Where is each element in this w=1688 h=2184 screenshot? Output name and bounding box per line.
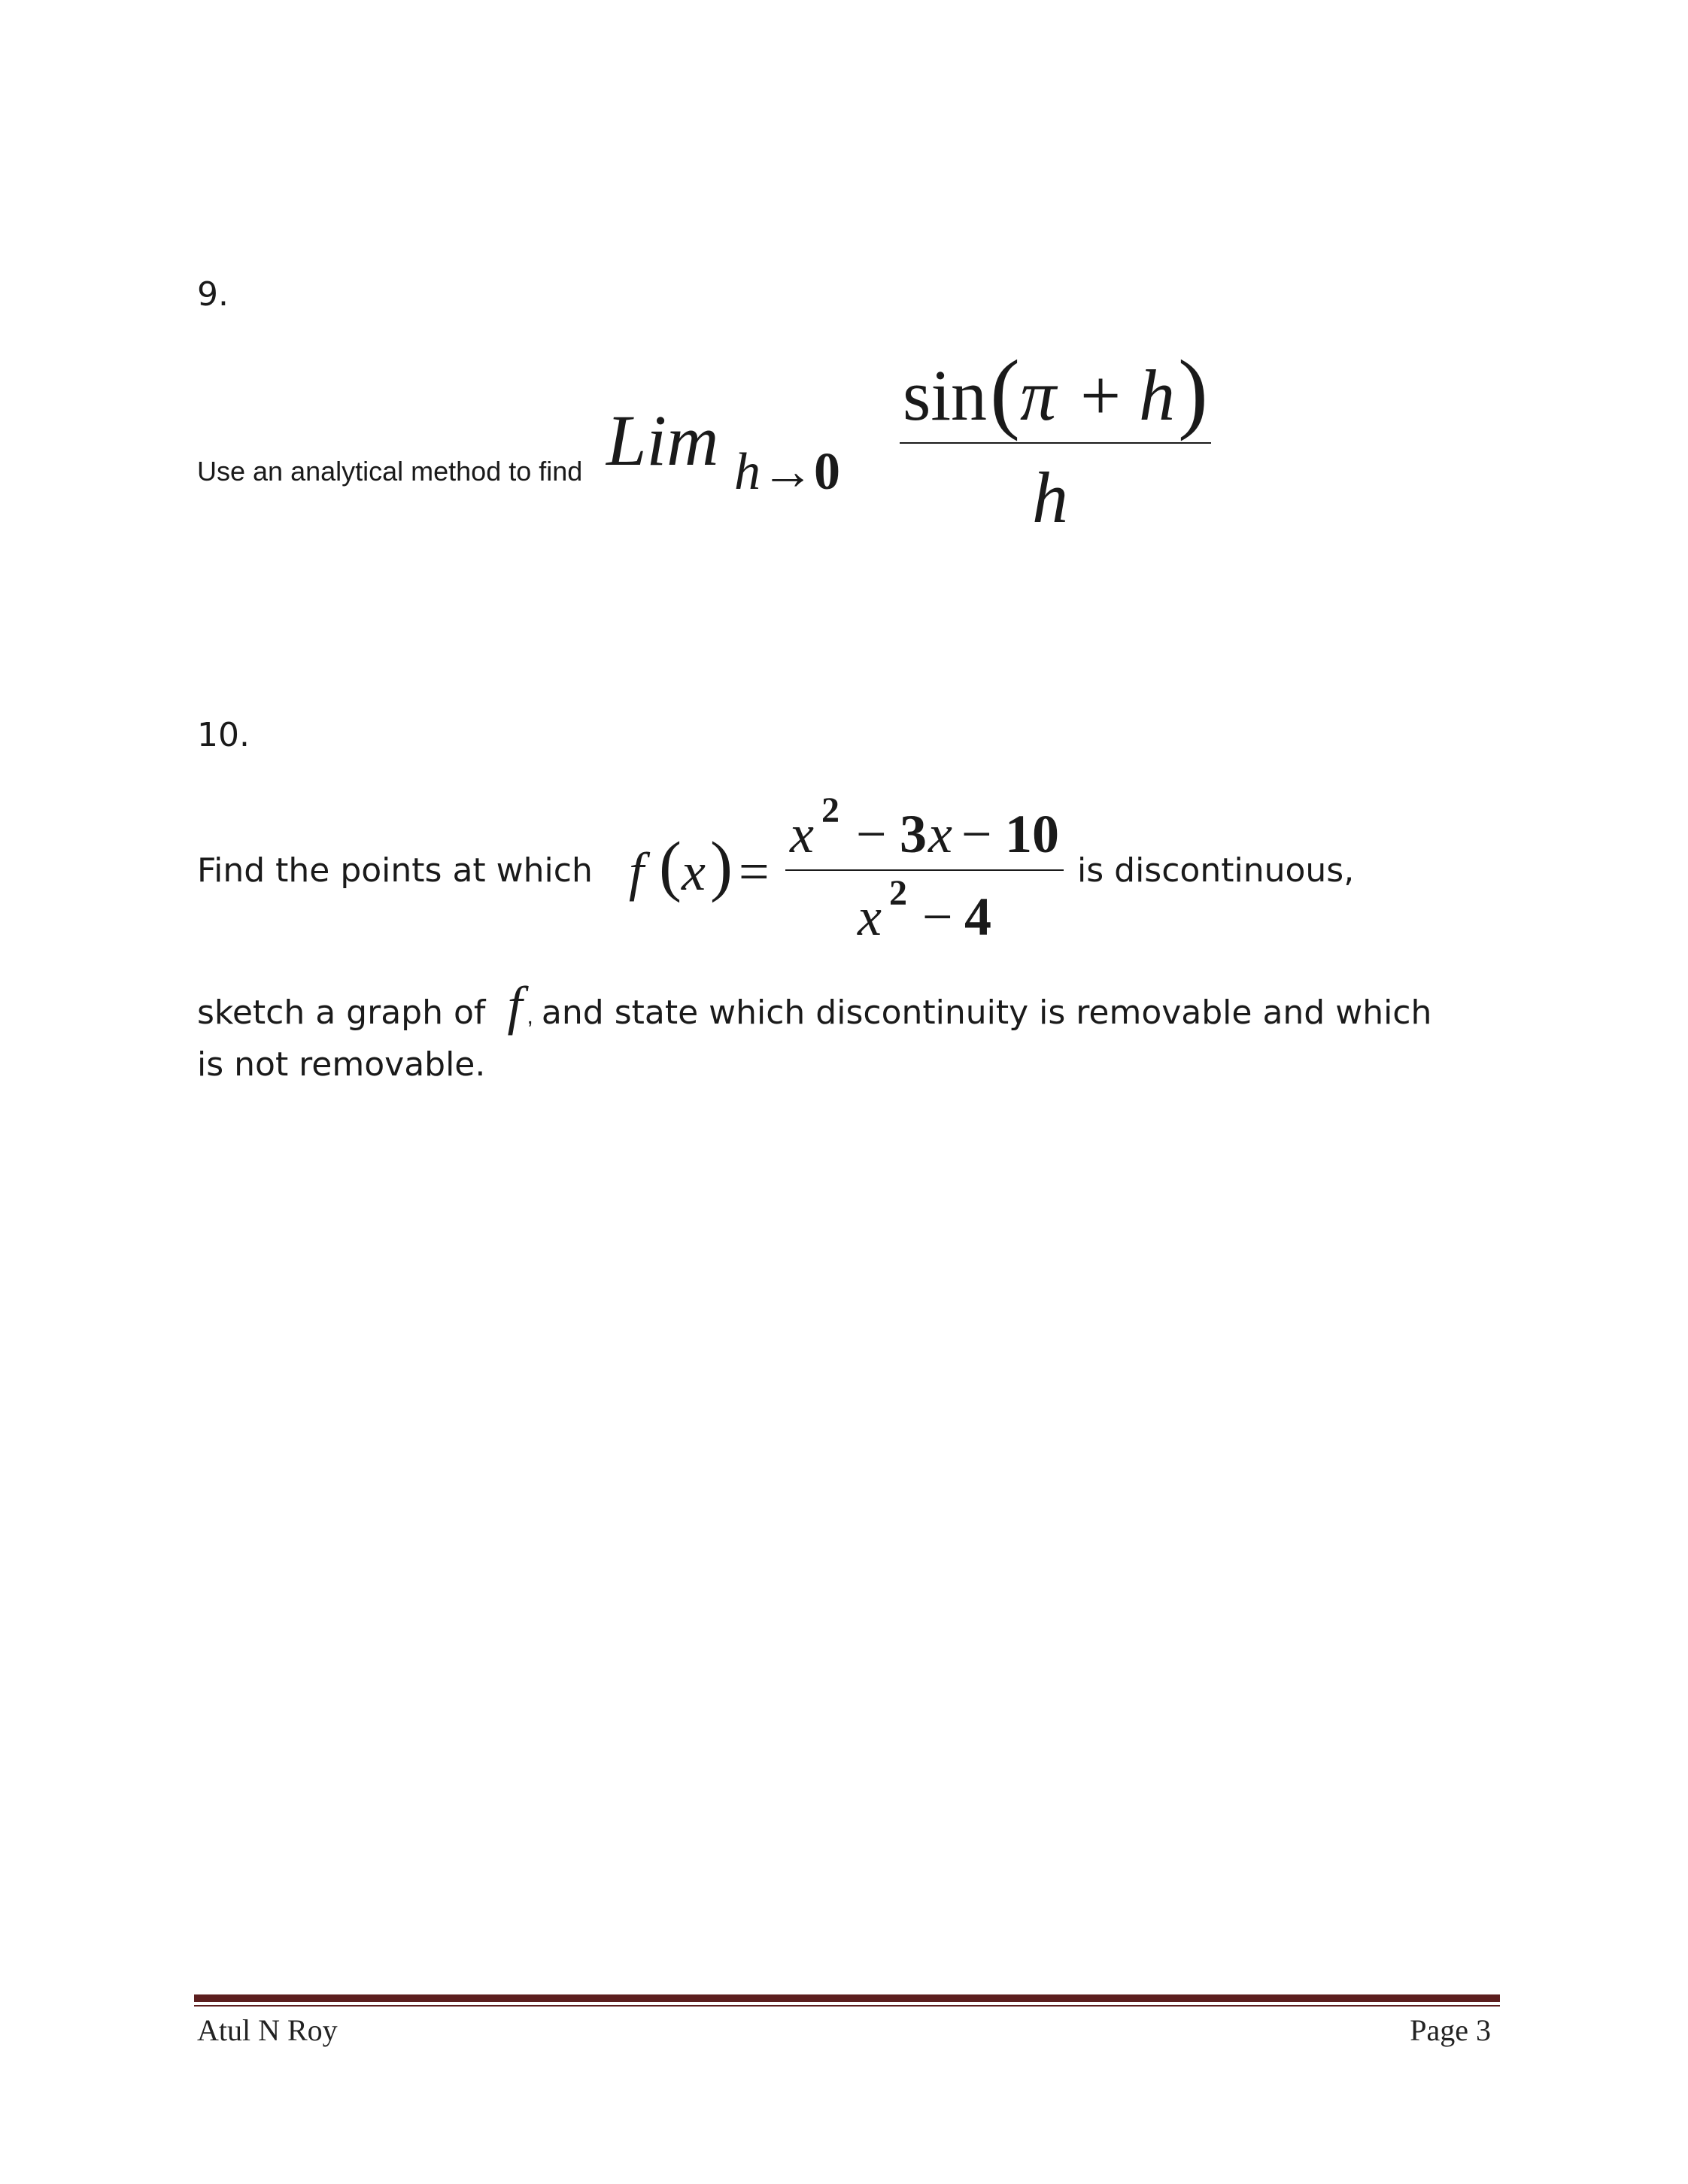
denominator-exponent: 2 [889,873,907,913]
numerator-x-linear: x [928,804,952,864]
numerator-constant-10: 10 [1005,804,1059,864]
numerator-pi: π [1020,355,1057,435]
question-9-prompt: Use an analytical method to find [197,456,583,487]
question-10-is-discontinuous: is discontinuous, [1077,851,1355,890]
denominator-constant-4: 4 [964,887,991,947]
function-x: x [682,842,706,902]
limit-variable: h [734,443,761,501]
line2-text-a: sketch a graph of [197,993,486,1032]
line2-comma: , [527,1004,533,1029]
footer-rule-thick [194,1994,1500,2002]
function-open-paren: ( [659,829,682,903]
numerator-h: h [1139,355,1175,435]
question-9-number: 9. [197,275,229,314]
line2-text-b: and state which discontinuity is removable and which [541,993,1432,1032]
footer-author: Atul N Roy [197,2013,338,2047]
limit-arrow: → [761,443,814,501]
numerator-x: x [790,804,814,864]
limit-word: Lim [606,400,719,481]
question-10-line-2 [197,975,1431,1035]
function-close-paren: ) [710,829,733,903]
numerator-exponent: 2 [821,790,839,830]
denominator-x: x [858,887,882,947]
question-10-line-3: is not removable. [197,1045,486,1084]
numerator-close-paren: ) [1178,341,1208,441]
numerator-sin: sin [903,355,988,435]
question-10-number: 10. [197,716,250,754]
numerator-plus: + [1080,355,1122,435]
fraction-bar-10 [785,869,1064,871]
fraction-bar-9 [900,442,1211,444]
limit-target: 0 [814,443,840,501]
footer-page-number: Page 3 [1410,2013,1491,2047]
numerator-minus-1: − [856,804,887,864]
function-f: f [629,842,645,902]
denominator-minus: − [922,887,953,947]
line2-function-f: f [507,975,523,1036]
footer-rule-thin [194,2005,1500,2007]
denominator-h: h [1032,457,1068,538]
numerator-minus-2: − [961,804,992,864]
numerator-open-paren: ( [990,341,1020,441]
numerator-coefficient-3: 3 [900,804,927,864]
question-10-prompt: Find the points at which [197,851,593,890]
equals-sign: = [739,842,770,902]
